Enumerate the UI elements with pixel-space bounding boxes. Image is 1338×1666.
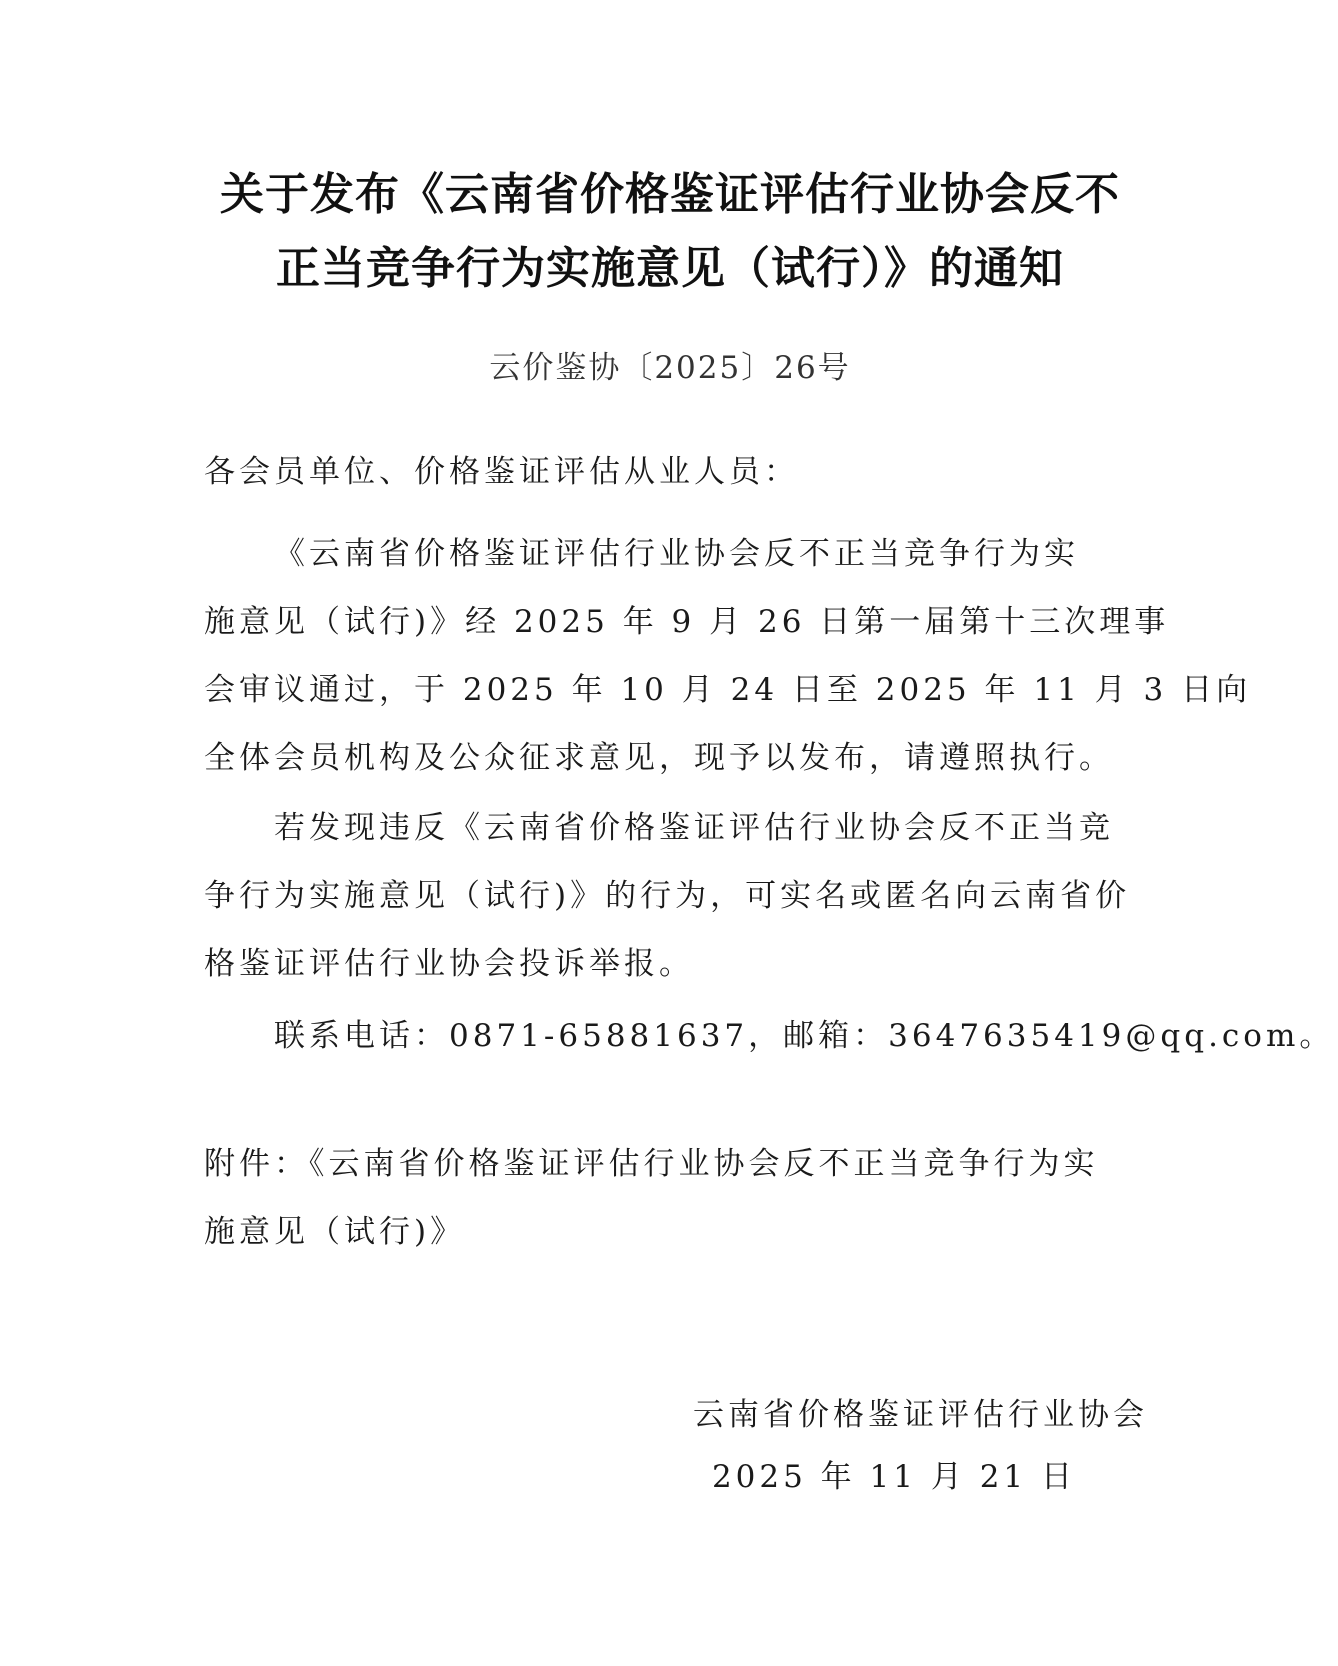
title-line-2: 正当竞争行为实施意见（试行）》的通知: [276, 243, 1064, 294]
attachment-line-2: 施意见（试行)》: [204, 1214, 466, 1250]
signature-date: 2025 年 11 月 21 日: [711, 1459, 1076, 1495]
attachment-note: [204, 1130, 1144, 1266]
signature-block: [600, 1384, 1148, 1508]
contact-line: 联系电话：0871-65881637，邮箱：3647635419@qq.com。: [274, 1018, 1335, 1054]
paragraph-1-line-4: 全体会员机构及公众征求意见，现予以发布，请遵照执行。: [204, 740, 1114, 776]
paragraph-1-line-3: 会审议通过，于 2025 年 10 月 24 日至 2025 年 11 月 3 日向: [204, 672, 1252, 708]
body-paragraph-2: [204, 794, 1144, 998]
salutation-text: 各会员单位、价格鉴证评估从业人员：: [204, 454, 799, 490]
signature-organization: 云南省价格鉴证评估行业协会: [693, 1397, 1148, 1433]
paragraph-2-line-3: 格鉴证评估行业协会投诉举报。: [204, 946, 694, 982]
document-number: 云价鉴协〔2025〕26号: [489, 350, 851, 386]
paragraph-2-line-2: 争行为实施意见（试行)》的行为，可实名或匿名向云南省价: [204, 878, 1131, 914]
paragraph-2-line-1: 若发现违反《云南省价格鉴证评估行业协会反不正当竞: [274, 810, 1114, 846]
document-title: [200, 158, 1140, 306]
paragraph-1-line-1: 《云南省价格鉴证评估行业协会反不正当竞争行为实: [274, 536, 1079, 572]
paragraph-1-line-2: 施意见（试行)》经 2025 年 9 月 26 日第一届第十三次理事: [204, 604, 1170, 640]
body-paragraph-1: [204, 520, 1252, 792]
title-line-1: 关于发布《云南省价格鉴证评估行业协会反不: [220, 169, 1120, 220]
salutation: [204, 438, 1144, 506]
attachment-line-1: 附件：《云南省价格鉴证评估行业协会反不正当竞争行为实: [204, 1146, 1099, 1182]
contact-info: [204, 1002, 1335, 1070]
